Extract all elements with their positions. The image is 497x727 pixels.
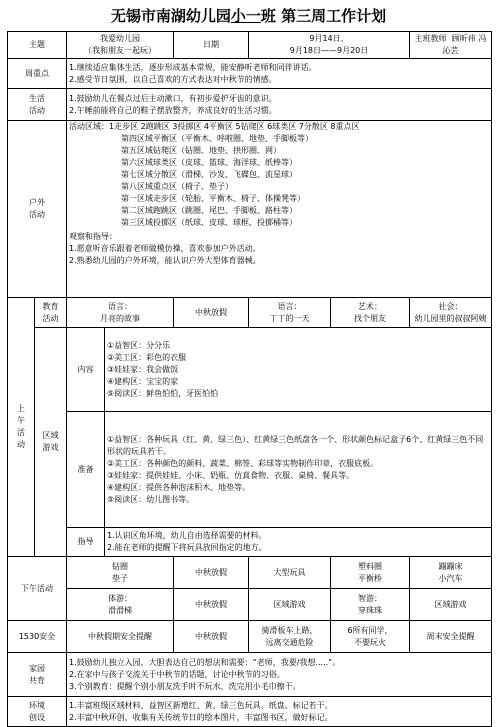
lesson-1	[67, 298, 174, 328]
area-prep-row	[8, 412, 492, 528]
edu-label-line-1: 教育	[42, 301, 59, 311]
afternoon-r1-c5-line-1: 蹦蹦床	[438, 561, 463, 571]
lesson-3	[249, 298, 331, 328]
edu-label	[35, 298, 67, 328]
focus-line-2: 2.感受节日氛围，以自己喜欢的方式表达对中秋节的情感。	[69, 74, 277, 84]
afternoon-r2-c4-line-1: 智游：	[358, 593, 382, 603]
outdoor-area-6: 第六区域球类区（皮球、篮球、海洋球、纸棒等）	[121, 158, 297, 167]
morning-edu-row	[8, 298, 492, 328]
outdoor-row	[8, 121, 492, 298]
theme-value	[67, 32, 174, 59]
safety-row	[8, 621, 492, 653]
content-item-5: ⑤阅读区：鲜鱼怕怕，牙医怕怕	[107, 388, 219, 398]
class-name: 小一	[230, 7, 261, 25]
morning-label-char-3: 活	[17, 428, 25, 437]
afternoon-label: 下午活动	[8, 557, 67, 621]
prep-item-1: ①益智区：各种玩具（红、黄、绿三色）、红黄绿三色纸盘各一个、形状颜色标记盒子6个、红黄绿三色不同形状的玩具若干。	[107, 434, 484, 456]
teacher-label: 主班教师	[414, 34, 447, 43]
teacher-cell	[410, 32, 492, 59]
page-title	[0, 3, 497, 29]
focus-row	[8, 59, 492, 89]
lesson-4-title: 找个朋友	[354, 313, 386, 323]
safety-c5: 周末安全提醒	[410, 621, 492, 653]
life-line-1: 1.鼓励幼儿在餐点过后主动漱口，有初步爱护牙齿的意识。	[69, 93, 277, 103]
lesson-1-title: 月亮的故事	[100, 313, 140, 323]
life-label	[8, 89, 67, 121]
focus-content	[67, 59, 492, 89]
home-content	[67, 653, 492, 697]
afternoon-r2-c1-line-1: 体游：	[108, 593, 132, 603]
life-line-2: 2.午睡前能将自己的鞋子摆放整齐，养成良好的生活习惯。	[69, 105, 277, 115]
safety-c1: 中秋假期安全提醒	[67, 621, 174, 653]
safety-c4-line-2: 不要玩火	[354, 637, 386, 647]
env-label	[8, 697, 67, 727]
date-label: 日期	[174, 32, 249, 59]
lesson-5-subject: 社会：	[438, 301, 463, 311]
afternoon-r1-c4-line-1: 塑料圈	[358, 561, 382, 571]
home-line-2: 2.在家中与孩子交流关于中秋节的话题，讨论中秋节的习俗。	[69, 669, 285, 679]
prep-item-2: ②美工区：各种颜色的颜料、蔬菜、棉签、彩球等实物制作印章，衣服底板。	[107, 458, 379, 468]
lesson-2: 中秋放假	[174, 298, 249, 328]
morning-label-char-1: 上	[17, 404, 25, 413]
lesson-4	[331, 298, 410, 328]
home-row	[8, 653, 492, 697]
content-item-4: ④建构区：宝宝的家	[107, 376, 179, 386]
afternoon-r1-c1-line-1: 钻圈	[112, 561, 128, 571]
afternoon-r2-c1-line-2: 滑滑梯	[108, 605, 132, 615]
weekly-plan-table	[7, 31, 492, 727]
safety-c2: 中秋放假	[174, 621, 249, 653]
lesson-3-subject: 语言：	[277, 301, 302, 311]
lesson-3-title: 丁丁的一天	[269, 313, 310, 323]
area-content	[105, 328, 492, 412]
afternoon-r1-c2: 中秋放假	[174, 557, 249, 589]
afternoon-r1-c5-line-2: 小汽车	[438, 573, 463, 583]
afternoon-r1-c4-line-2: 平衡桥	[358, 573, 382, 583]
home-label-line-1: 家园	[29, 663, 45, 673]
env-content	[67, 697, 492, 727]
afternoon-r1-c1-line-2: 垫子	[112, 573, 128, 583]
safety-c3-line-1: 骑滑板车上路，	[261, 625, 318, 635]
life-label-line-1: 生活	[29, 93, 45, 103]
area-prep	[105, 412, 492, 528]
prep-item-3: ③娃娃家：提供娃娃、小床、奶瓶、仿真食物、衣服、桌椅、餐具等。	[107, 470, 355, 480]
outdoor-area-4: 第四区域平衡区（平衡木、呼啦圈、地垫、手脚板等）	[121, 134, 313, 143]
outdoor-area-8: 第八区域重点区（椅子、垫子）	[121, 182, 233, 191]
life-row	[8, 89, 492, 121]
afternoon-r1-c4	[331, 557, 410, 589]
outdoor-label-line-2: 活动	[29, 210, 45, 219]
content-item-2: ②美工区：彩色的衣服	[107, 352, 187, 362]
home-line-1: 1.鼓励幼儿独立入园，大胆表达自己的想法和需要：“老师，我要/我想.....”。	[69, 657, 341, 667]
safety-c4	[331, 621, 410, 653]
date-value	[249, 32, 410, 59]
date-line-1: 9月14日、	[309, 34, 349, 43]
content-label: 内容	[67, 328, 105, 412]
env-line-1: 1.丰富班级区域材料，益智区新增红、黄、绿三色玩具、纸盘、标记若干。	[69, 700, 333, 710]
teacher-names: 顾昕祎 冯沁芸	[442, 34, 487, 55]
outdoor-area-1: 第一区域走步区（轮胎、平衡木、椅子、体操凳等）	[121, 194, 305, 203]
area-label-line-1: 区域	[42, 431, 59, 440]
area-label	[35, 328, 67, 557]
afternoon-r2-c1	[67, 589, 174, 621]
morning-label-char-2: 午	[17, 416, 25, 425]
outdoor-area-3: 第三区域投掷区（纸球、皮球、球框、投掷桶等）	[121, 218, 297, 227]
outdoor-area-5: 第五区域钻爬区（钻圈、地垫、拱形圈、网）	[121, 146, 281, 155]
safety-c3	[249, 621, 331, 653]
life-label-line-2: 活动	[29, 105, 45, 115]
env-label-line-2: 创设	[29, 712, 45, 722]
outdoor-label-line-1: 户外	[29, 198, 45, 207]
home-label	[8, 653, 67, 697]
prep-item-5: ⑤阅读区：幼儿图书等。	[107, 494, 195, 504]
lesson-1-subject: 语言：	[108, 301, 132, 311]
outdoor-area-2: 第二区域跑跳区（跳圈、尾巴、手脚板、路柱等）	[121, 206, 297, 215]
home-line-3: 3.个别教育：提醒个别小朋友洗手时不玩水，洗完用小毛巾擦干。	[69, 681, 301, 691]
outdoor-content	[67, 121, 492, 298]
school-name: 无锡市南湖幼儿园	[110, 7, 231, 25]
lesson-5	[410, 298, 492, 328]
safety-c3-line-2: 远离交通危险	[265, 637, 314, 647]
home-label-line-2: 共育	[29, 675, 45, 685]
content-item-1: ①益智区：分分乐	[107, 340, 171, 350]
date-line-2: 9月18日——9月20日	[289, 46, 369, 55]
afternoon-r1-c3: 大型玩具	[249, 557, 331, 589]
theme-label: 主题	[8, 32, 67, 59]
afternoon-r2-c4	[331, 589, 410, 621]
focus-label: 周重点	[8, 59, 67, 89]
afternoon-r2-c2: 中秋放假	[174, 589, 249, 621]
prep-item-4: ④建构区：提供各种泡沫积木、地垫等。	[107, 482, 251, 492]
guide-item-1: 1.认识区角环境，幼儿自由选择需要的材料。	[107, 531, 267, 540]
area-content-row	[8, 328, 492, 412]
outdoor-areas-intro: 活动区域：1走步区 2跑跳区 3投掷区 4平衡区 5钻爬区 6球类区 7分散区 8重点区	[69, 122, 360, 131]
afternoon-r2-c4-line-2: 穿珠珠	[358, 605, 382, 615]
outdoor-label	[8, 121, 67, 298]
lesson-5-title: 幼儿园里的叔叔阿姨	[414, 313, 487, 323]
outdoor-guidance-title: 观察和指导：	[69, 232, 117, 241]
safety-label: 1530安全	[8, 621, 67, 653]
header-row	[8, 32, 492, 59]
content-item-3: ③娃娃家：我会做饭	[107, 364, 179, 374]
env-row	[8, 697, 492, 727]
safety-c4-line-1: 6所有同学，	[347, 625, 393, 635]
edu-label-line-2: 活动	[42, 313, 59, 323]
life-content	[67, 89, 492, 121]
theme-value-line-2: （我和朋友一起玩）	[84, 46, 156, 55]
prep-label: 准备	[67, 412, 105, 528]
afternoon-r2-c3: 区域游戏	[249, 589, 331, 621]
focus-line-1: 1.继续适应集体生活，逐步形成基本常规，能安静听老师和同伴讲话。	[69, 62, 317, 72]
title-plan-name: 第三周工作计划	[281, 7, 387, 25]
area-label-line-2: 游戏	[42, 443, 59, 452]
afternoon-r2-c5: 区域游戏	[410, 589, 492, 621]
area-guide	[105, 528, 492, 557]
guide-item-2: 2.能在老师的提醒下将玩具放回指定的地方。	[107, 543, 267, 552]
afternoon-row-2	[8, 589, 492, 621]
lesson-4-subject: 艺术：	[358, 301, 382, 311]
morning-label-char-4: 动	[17, 440, 25, 449]
env-line-2: 2.丰富中秋环创，收集有关传统节日的绘本图片，丰富图书区，做好标记。	[69, 712, 333, 722]
area-guide-row	[8, 528, 492, 557]
outdoor-guidance-1: 1.愿意听音乐跟着老师做模仿操，喜欢参加户外活动。	[69, 244, 261, 253]
guide-label: 指导	[67, 528, 105, 557]
afternoon-row-1	[8, 557, 492, 589]
title-class-suffix: 班	[260, 7, 276, 25]
morning-label	[8, 298, 35, 557]
theme-value-line-1: 我爱幼儿园	[100, 34, 140, 43]
afternoon-r1-c5	[410, 557, 492, 589]
outdoor-guidance-2: 2.熟悉幼儿园的户外环境，能认识户外大型体育器械。	[69, 256, 261, 265]
env-label-line-1: 环境	[29, 700, 45, 710]
afternoon-r1-c1	[67, 557, 174, 589]
outdoor-area-7: 第七区域分散区（滑梯、沙发、飞碟包、流星球）	[121, 170, 297, 179]
